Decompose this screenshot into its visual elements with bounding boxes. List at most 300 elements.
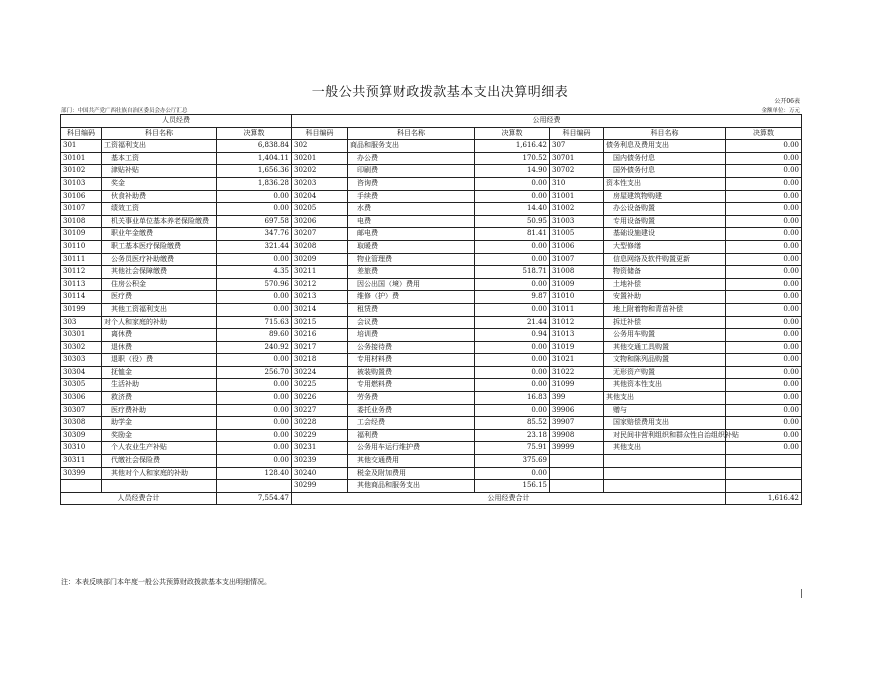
name-cell: 其他交通工具购置 <box>604 341 726 354</box>
col-header-code: 科目编码 <box>550 127 604 140</box>
code-cell: 30311 <box>61 455 102 468</box>
amount-cell: 0.00 <box>475 253 550 266</box>
amount-cell: 0.00 <box>726 152 802 165</box>
table-row <box>61 303 802 316</box>
name-cell: 公务用车运行维护费 <box>348 442 475 455</box>
table-row <box>61 278 802 291</box>
code-cell: 30207 <box>292 228 348 241</box>
code-cell: 39906 <box>550 404 604 417</box>
code-cell: 30310 <box>61 442 102 455</box>
name-cell: 退职（役）费 <box>102 354 217 367</box>
table-row <box>61 291 802 304</box>
amount-cell: 0.00 <box>475 354 550 367</box>
table-row <box>61 329 802 342</box>
amount-cell: 0.00 <box>726 316 802 329</box>
name-cell: 物业管理费 <box>348 253 475 266</box>
name-cell: 公务接待费 <box>348 341 475 354</box>
amount-cell: 0.00 <box>726 291 802 304</box>
code-cell: 31013 <box>550 329 604 342</box>
amount-cell: 0.00 <box>475 366 550 379</box>
amount-cell: 715.63 <box>217 316 292 329</box>
code-cell: 303 <box>61 316 102 329</box>
amount-cell: 347.76 <box>217 228 292 241</box>
code-cell: 30103 <box>61 177 102 190</box>
amount-cell: 0.00 <box>726 379 802 392</box>
name-cell: 工会经费 <box>348 417 475 430</box>
name-cell: 其他社会保障缴费 <box>102 266 217 279</box>
name-cell: 维修（护）费 <box>348 291 475 304</box>
name-cell: 工资福利支出 <box>102 140 217 153</box>
name-cell: 拆迁补偿 <box>604 316 726 329</box>
code-cell <box>550 455 604 468</box>
amount-cell: 0.00 <box>726 341 802 354</box>
amount-cell <box>726 455 802 468</box>
amount-cell: 0.00 <box>726 177 802 190</box>
amount-cell: 0.00 <box>217 455 292 468</box>
amount-cell: 21.44 <box>475 316 550 329</box>
amount-cell: 6,838.84 <box>217 140 292 153</box>
code-cell: 31002 <box>550 203 604 216</box>
name-cell: 医疗费 <box>102 291 217 304</box>
table-row <box>61 203 802 216</box>
amount-cell: 0.00 <box>726 253 802 266</box>
name-cell: 印刷费 <box>348 165 475 178</box>
code-cell: 30226 <box>292 392 348 405</box>
amount-cell: 75.91 <box>475 442 550 455</box>
amount-cell: 0.00 <box>217 303 292 316</box>
amount-cell: 0.00 <box>217 417 292 430</box>
name-cell: 对民间非营利组织和群众性自治组织补贴 <box>604 429 726 442</box>
amount-cell: 321.44 <box>217 240 292 253</box>
name-cell: 咨询费 <box>348 177 475 190</box>
table-row <box>61 177 802 190</box>
name-cell: 职业年金缴费 <box>102 228 217 241</box>
code-cell: 31010 <box>550 291 604 304</box>
column-header-row <box>61 127 802 140</box>
table-row <box>61 366 802 379</box>
code-cell: 30218 <box>292 354 348 367</box>
name-cell: 委托业务费 <box>348 404 475 417</box>
name-cell: 土地补偿 <box>604 278 726 291</box>
amount-cell: 23.18 <box>475 429 550 442</box>
code-cell: 30231 <box>292 442 348 455</box>
amount-cell: 0.00 <box>217 291 292 304</box>
name-cell: 国外债务付息 <box>604 165 726 178</box>
amount-cell: 0.00 <box>726 366 802 379</box>
name-cell: 离休费 <box>102 329 217 342</box>
code-cell: 30224 <box>292 366 348 379</box>
code-cell: 30213 <box>292 291 348 304</box>
amount-cell: 16.83 <box>475 392 550 405</box>
name-cell: 国家赔偿费用支出 <box>604 417 726 430</box>
amount-cell: 0.00 <box>726 228 802 241</box>
name-cell: 水费 <box>348 203 475 216</box>
code-cell: 30303 <box>61 354 102 367</box>
code-cell: 30304 <box>61 366 102 379</box>
name-cell: 劳务费 <box>348 392 475 405</box>
totals-row <box>61 492 802 505</box>
amount-cell: 1,616.42 <box>475 140 550 153</box>
code-cell: 30307 <box>61 404 102 417</box>
amount-cell: 0.00 <box>726 278 802 291</box>
code-cell: 30108 <box>61 215 102 228</box>
code-cell: 30101 <box>61 152 102 165</box>
code-cell: 30306 <box>61 392 102 405</box>
code-cell: 30301 <box>61 329 102 342</box>
amount-cell <box>726 480 802 493</box>
code-cell: 30203 <box>292 177 348 190</box>
col-header-name: 科目名称 <box>604 127 726 140</box>
amount-cell: 0.00 <box>475 177 550 190</box>
code-cell: 30216 <box>292 329 348 342</box>
name-cell <box>604 455 726 468</box>
code-cell: 30214 <box>292 303 348 316</box>
table-row <box>61 379 802 392</box>
amount-cell: 0.00 <box>726 140 802 153</box>
name-cell: 住房公积金 <box>102 278 217 291</box>
public-total-label: 公用经费合计 <box>292 492 726 505</box>
code-cell: 30209 <box>292 253 348 266</box>
code-cell: 30211 <box>292 266 348 279</box>
table-row <box>61 341 802 354</box>
code-cell: 30302 <box>61 341 102 354</box>
amount-cell: 50.95 <box>475 215 550 228</box>
name-cell: 其他工资福利支出 <box>102 303 217 316</box>
code-cell: 30110 <box>61 240 102 253</box>
code-cell: 31003 <box>550 215 604 228</box>
name-cell: 大型修缮 <box>604 240 726 253</box>
amount-cell: 0.00 <box>726 215 802 228</box>
code-cell: 31007 <box>550 253 604 266</box>
code-cell: 31008 <box>550 266 604 279</box>
code-cell: 30299 <box>292 480 348 493</box>
code-cell: 30702 <box>550 165 604 178</box>
code-cell: 30204 <box>292 190 348 203</box>
amount-cell: 0.00 <box>726 392 802 405</box>
amount-cell: 0.00 <box>726 165 802 178</box>
table-row <box>61 266 802 279</box>
name-cell: 其他交通费用 <box>348 455 475 468</box>
code-cell: 30212 <box>292 278 348 291</box>
amount-cell: 0.00 <box>726 354 802 367</box>
amount-cell: 0.00 <box>217 253 292 266</box>
table-row <box>61 165 802 178</box>
name-cell: 职工基本医疗保险缴费 <box>102 240 217 253</box>
code-cell: 31005 <box>550 228 604 241</box>
amount-cell: 81.41 <box>475 228 550 241</box>
amount-cell: 14.90 <box>475 165 550 178</box>
table-row <box>61 253 802 266</box>
amount-cell: 0.00 <box>217 442 292 455</box>
code-cell: 31011 <box>550 303 604 316</box>
name-cell: 物资储备 <box>604 266 726 279</box>
name-cell: 专用设备购置 <box>604 215 726 228</box>
amount-cell: 0.00 <box>475 278 550 291</box>
amount-cell: 240.92 <box>217 341 292 354</box>
name-cell: 其他支出 <box>604 442 726 455</box>
code-cell: 30206 <box>292 215 348 228</box>
amount-cell: 128.40 <box>217 467 292 480</box>
code-cell: 31012 <box>550 316 604 329</box>
amount-cell: 85.52 <box>475 417 550 430</box>
table-row <box>61 480 802 493</box>
code-cell: 31099 <box>550 379 604 392</box>
name-cell: 医疗费补助 <box>102 404 217 417</box>
code-cell: 30199 <box>61 303 102 316</box>
personnel-section-header: 人员经费 <box>61 115 292 128</box>
name-cell: 助学金 <box>102 417 217 430</box>
amount-cell: 518.71 <box>475 266 550 279</box>
name-cell: 办公设备购置 <box>604 203 726 216</box>
name-cell: 其他支出 <box>604 392 726 405</box>
code-cell: 30107 <box>61 203 102 216</box>
code-cell: 31006 <box>550 240 604 253</box>
table-row <box>61 392 802 405</box>
amount-cell: 0.00 <box>726 203 802 216</box>
name-cell: 安置补助 <box>604 291 726 304</box>
code-cell: 399 <box>550 392 604 405</box>
name-cell: 培训费 <box>348 329 475 342</box>
table-row <box>61 240 802 253</box>
section-header-row <box>61 115 802 128</box>
name-cell: 其他资本性支出 <box>604 379 726 392</box>
amount-cell: 9.87 <box>475 291 550 304</box>
code-cell: 39908 <box>550 429 604 442</box>
amount-cell <box>217 480 292 493</box>
page-edge-mark <box>801 589 802 598</box>
code-cell: 30399 <box>61 467 102 480</box>
name-cell: 对个人和家庭的补助 <box>102 316 217 329</box>
code-cell: 30208 <box>292 240 348 253</box>
amount-cell: 89.60 <box>217 329 292 342</box>
name-cell: 会议费 <box>348 316 475 329</box>
table-row <box>61 417 802 430</box>
name-cell: 基本工资 <box>102 152 217 165</box>
table-note: 注：本表反映部门本年度一般公共预算财政拨款基本支出明细情况。 <box>61 578 271 586</box>
amount-cell: 0.00 <box>475 240 550 253</box>
amount-cell: 0.00 <box>726 266 802 279</box>
amount-cell <box>726 467 802 480</box>
amount-cell: 0.00 <box>726 240 802 253</box>
name-cell: 赠与 <box>604 404 726 417</box>
amount-cell: 1,836.28 <box>217 177 292 190</box>
name-cell: 津贴补贴 <box>102 165 217 178</box>
name-cell <box>102 480 217 493</box>
code-cell: 30215 <box>292 316 348 329</box>
col-header-amount: 决算数 <box>475 127 550 140</box>
name-cell: 个人农业生产补贴 <box>102 442 217 455</box>
name-cell: 地上附着物和青苗补偿 <box>604 303 726 316</box>
amount-cell: 375.69 <box>475 455 550 468</box>
code-cell: 30109 <box>61 228 102 241</box>
amount-cell: 170.52 <box>475 152 550 165</box>
name-cell: 基础设施建设 <box>604 228 726 241</box>
amount-cell: 0.00 <box>475 379 550 392</box>
amount-cell: 0.00 <box>726 442 802 455</box>
col-header-name: 科目名称 <box>348 127 475 140</box>
code-cell: 30205 <box>292 203 348 216</box>
name-cell: 其他商品和服务支出 <box>348 480 475 493</box>
code-cell: 310 <box>550 177 604 190</box>
col-header-amount: 决算数 <box>726 127 802 140</box>
amount-cell: 0.00 <box>217 429 292 442</box>
code-cell: 30202 <box>292 165 348 178</box>
amount-cell: 697.58 <box>217 215 292 228</box>
amount-cell: 0.00 <box>475 190 550 203</box>
name-cell: 公务用车购置 <box>604 329 726 342</box>
code-cell: 302 <box>292 140 348 153</box>
department-label: 部门：中国共产党广西壮族自治区委员会办公厅汇总 <box>61 108 188 114</box>
name-cell: 代缴社会保险费 <box>102 455 217 468</box>
code-cell: 30305 <box>61 379 102 392</box>
table-row <box>61 429 802 442</box>
name-cell: 专用燃料费 <box>348 379 475 392</box>
name-cell: 退休费 <box>102 341 217 354</box>
amount-cell: 0.00 <box>475 341 550 354</box>
public-section-header: 公用经费 <box>292 115 802 128</box>
name-cell: 其他对个人和家庭的补助 <box>102 467 217 480</box>
code-cell: 30308 <box>61 417 102 430</box>
name-cell: 救济费 <box>102 392 217 405</box>
name-cell: 房屋建筑物购建 <box>604 190 726 203</box>
amount-cell: 0.00 <box>726 190 802 203</box>
name-cell: 奖励金 <box>102 429 217 442</box>
form-number: 公开06表 <box>774 98 800 105</box>
code-cell: 30240 <box>292 467 348 480</box>
amount-cell: 256.70 <box>217 366 292 379</box>
code-cell: 30111 <box>61 253 102 266</box>
amount-cell: 1,404.11 <box>217 152 292 165</box>
table-row <box>61 228 802 241</box>
amount-cell: 0.00 <box>726 417 802 430</box>
code-cell: 30102 <box>61 165 102 178</box>
code-cell: 30309 <box>61 429 102 442</box>
name-cell: 取暖费 <box>348 240 475 253</box>
code-cell: 30239 <box>292 455 348 468</box>
amount-cell: 0.00 <box>726 429 802 442</box>
amount-cell: 0.00 <box>217 203 292 216</box>
expenditure-table <box>60 114 802 505</box>
amount-cell: 0.00 <box>726 303 802 316</box>
code-cell: 30229 <box>292 429 348 442</box>
col-header-amount: 决算数 <box>217 127 292 140</box>
table-body <box>61 140 802 493</box>
table-row <box>61 190 802 203</box>
code-cell <box>61 480 102 493</box>
code-cell: 30701 <box>550 152 604 165</box>
col-header-code: 科目编码 <box>61 127 102 140</box>
name-cell: 机关事业单位基本养老保险缴费 <box>102 215 217 228</box>
name-cell: 文物和陈列品购置 <box>604 354 726 367</box>
table-row <box>61 215 802 228</box>
amount-cell: 0.94 <box>475 329 550 342</box>
code-cell: 30112 <box>61 266 102 279</box>
code-cell: 30225 <box>292 379 348 392</box>
code-cell: 31022 <box>550 366 604 379</box>
code-cell: 30217 <box>292 341 348 354</box>
code-cell: 31009 <box>550 278 604 291</box>
name-cell: 伙食补助费 <box>102 190 217 203</box>
name-cell: 商品和服务支出 <box>348 140 475 153</box>
name-cell: 债务利息及费用支出 <box>604 140 726 153</box>
report-title: 一般公共预算财政拨款基本支出决算明细表 <box>311 85 569 100</box>
name-cell: 手续费 <box>348 190 475 203</box>
personnel-total-label: 人员经费合计 <box>61 492 217 505</box>
amount-cell: 0.00 <box>475 404 550 417</box>
name-cell: 抚恤金 <box>102 366 217 379</box>
code-cell <box>550 480 604 493</box>
amount-cell: 0.00 <box>217 190 292 203</box>
code-cell: 30228 <box>292 417 348 430</box>
table-row <box>61 404 802 417</box>
amount-cell: 0.00 <box>726 404 802 417</box>
name-cell: 公务员医疗补助缴费 <box>102 253 217 266</box>
name-cell: 资本性支出 <box>604 177 726 190</box>
amount-cell: 0.00 <box>475 467 550 480</box>
table-row <box>61 316 802 329</box>
amount-cell: 0.00 <box>217 404 292 417</box>
name-cell: 被装购置费 <box>348 366 475 379</box>
name-cell: 租赁费 <box>348 303 475 316</box>
name-cell: 因公出国（境）费用 <box>348 278 475 291</box>
code-cell: 307 <box>550 140 604 153</box>
table-row <box>61 152 802 165</box>
name-cell: 差旅费 <box>348 266 475 279</box>
code-cell: 30201 <box>292 152 348 165</box>
name-cell: 国内债务付息 <box>604 152 726 165</box>
table-row <box>61 354 802 367</box>
code-cell: 30227 <box>292 404 348 417</box>
name-cell <box>604 467 726 480</box>
name-cell: 生活补助 <box>102 379 217 392</box>
code-cell: 301 <box>61 140 102 153</box>
name-cell: 绩效工资 <box>102 203 217 216</box>
amount-cell: 0.00 <box>217 354 292 367</box>
code-cell: 30106 <box>61 190 102 203</box>
name-cell: 电费 <box>348 215 475 228</box>
amount-cell: 156.15 <box>475 480 550 493</box>
table-row <box>61 455 802 468</box>
table-row <box>61 442 802 455</box>
code-cell: 39907 <box>550 417 604 430</box>
amount-cell: 570.96 <box>217 278 292 291</box>
name-cell: 奖金 <box>102 177 217 190</box>
col-header-name: 科目名称 <box>102 127 217 140</box>
code-cell: 31001 <box>550 190 604 203</box>
col-header-code: 科目编码 <box>292 127 348 140</box>
name-cell: 信息网络及软件购置更新 <box>604 253 726 266</box>
amount-cell: 0.00 <box>217 379 292 392</box>
amount-cell: 4.35 <box>217 266 292 279</box>
table-row <box>61 467 802 480</box>
name-cell: 福利费 <box>348 429 475 442</box>
code-cell: 31019 <box>550 341 604 354</box>
name-cell: 税金及附加费用 <box>348 467 475 480</box>
amount-cell: 1,656.36 <box>217 165 292 178</box>
name-cell: 办公费 <box>348 152 475 165</box>
amount-cell: 14.40 <box>475 203 550 216</box>
code-cell: 30113 <box>61 278 102 291</box>
code-cell: 31021 <box>550 354 604 367</box>
code-cell <box>550 467 604 480</box>
name-cell: 邮电费 <box>348 228 475 241</box>
table-row <box>61 140 802 153</box>
amount-cell: 0.00 <box>217 392 292 405</box>
public-total-value: 1,616.42 <box>726 492 802 505</box>
amount-unit-label: 金额单位：万元 <box>761 108 800 114</box>
code-cell: 30114 <box>61 291 102 304</box>
name-cell <box>604 480 726 493</box>
